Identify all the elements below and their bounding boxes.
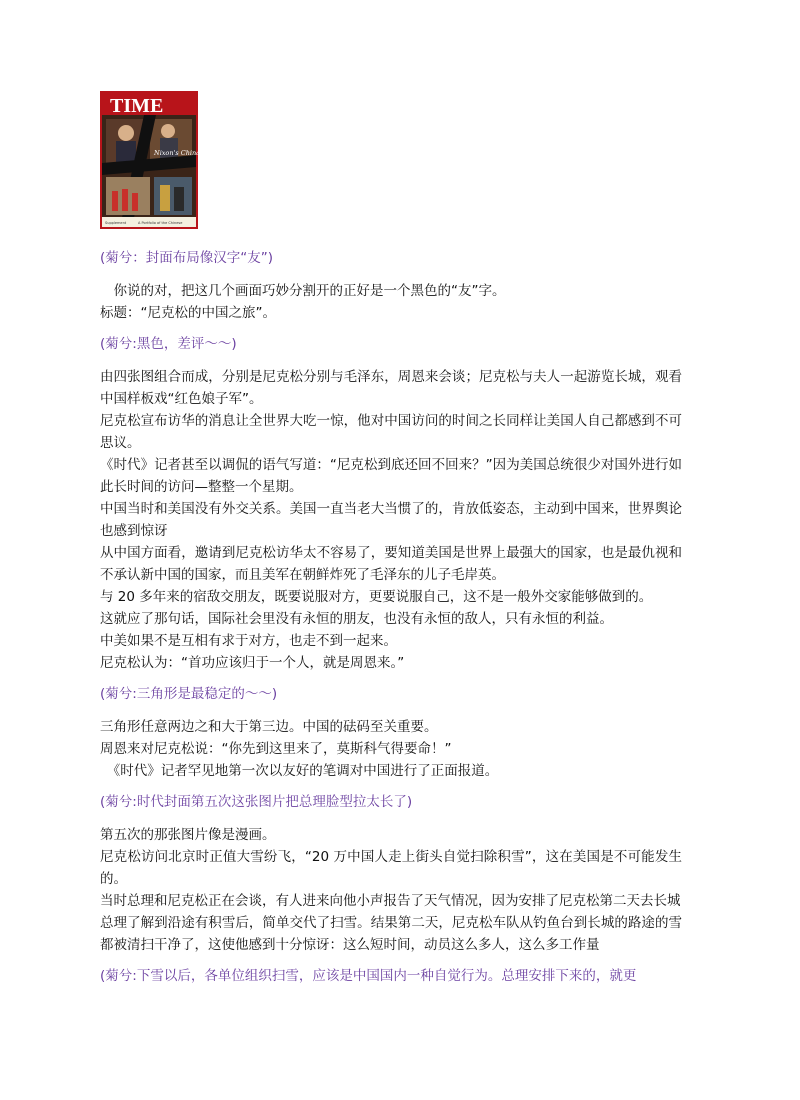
editor-note: (菊兮:时代封面第五次这张图片把总理脸型拉太长了): [100, 794, 413, 810]
paragraph: 标题：“尼克松的中国之旅”。: [100, 305, 276, 321]
paragraph: 中国当时和美国没有外交关系。美国一直当老大当惯了的，肯放低姿态，主动到中国来，世界舆论也感到惊讶: [100, 501, 682, 539]
cover-footer-right: A Portfolio of the Chinese: [138, 221, 183, 225]
paragraph: 当时总理和尼克松正在会谈，有人进来向他小声报告了天气情况，因为安排了尼克松第二天去长城: [100, 893, 681, 909]
paragraph: 三角形任意两边之和大于第三边。中国的砝码至关重要。: [100, 719, 438, 735]
paragraph: 由四张图组合而成，分别是尼克松分别与毛泽东，周恩来会谈；尼克松与夫人一起游览长城，观看中国样板戏“红色娘子军”。: [100, 369, 682, 407]
cover-masthead: TIME: [110, 95, 164, 117]
paragraph: 中美如果不是互相有求于对方，也走不到一起来。: [100, 633, 397, 649]
paragraph: 与 20 多年来的宿敌交朋友，既要说服对方，更要说服自己，这不是一般外交家能够做到的。: [100, 589, 653, 605]
paragraph: 这就应了那句话，国际社会里没有永恒的朋友，也没有永恒的敌人，只有永恒的利益。: [100, 611, 613, 627]
paragraph: 尼克松宣布访华的消息让全世界大吃一惊，他对中国访问的时间之长同样让美国人自己都感到不可思议。: [100, 413, 682, 451]
paragraph: 尼克松认为：“首功应该归于一个人，就是周恩来。”: [100, 655, 405, 671]
editor-note: (菊兮:三角形是最稳定的～～): [100, 686, 278, 702]
paragraph: 第五次的那张图片像是漫画。: [100, 827, 276, 843]
paragraph: 《时代》记者罕见地第一次以友好的笔调对中国进行了正面报道。: [100, 763, 499, 779]
editor-note: (菊兮:黑色，差评～～): [100, 336, 237, 352]
cover-illustration: [102, 93, 230, 227]
cover-footer-left: Supplement: [105, 221, 127, 225]
paragraph: 周恩来对尼克松说：“你先到这里来了，莫斯科气得要命！”: [100, 741, 452, 757]
paragraph: 《时代》记者甚至以调侃的语气写道：“尼克松到底还回不回来？”因为美国总统很少对国外进行如此长时间的访问—整整一个星期。: [100, 457, 682, 495]
editor-note: (菊兮:下雪以后，各单位组织扫雪，应该是中国国内一种自觉行为。总理安排下来的，就更: [100, 968, 637, 984]
paragraph: 尼克松访问北京时正值大雪纷飞，“20 万中国人走上街头自觉扫除积雪”，这在美国是不可能发生的。: [100, 849, 682, 887]
paragraph: 总理了解到沿途有积雪后，简单交代了扫雪。结果第二天，尼克松车队从钓鱼台到长城的路途的雪都被清扫干净了，这使他感到十分惊讶：这么短时间，动员这么多人，这么多工作量: [100, 915, 682, 953]
editor-note: (菊兮：封面布局像汉字“友”): [100, 250, 274, 266]
paragraph-group: [100, 366, 682, 674]
paragraph-group: [100, 280, 682, 324]
article-body: [100, 248, 682, 998]
paragraph-group: [100, 824, 682, 956]
paragraph: 你说的对，把这几个画面巧妙分割开的正好是一个黑色的“友”字。: [100, 283, 506, 299]
paragraph-group: [100, 716, 682, 782]
time-magazine-cover: [100, 91, 230, 229]
cover-headline: Nixon's China Odyssey: [154, 149, 230, 157]
paragraph: 从中国方面看，邀请到尼克松访华太不容易了，要知道美国是世界上最强大的国家，也是最仇视和不承认新中国的国家，而且美军在朝鲜炸死了毛泽东的儿子毛岸英。: [100, 545, 682, 583]
